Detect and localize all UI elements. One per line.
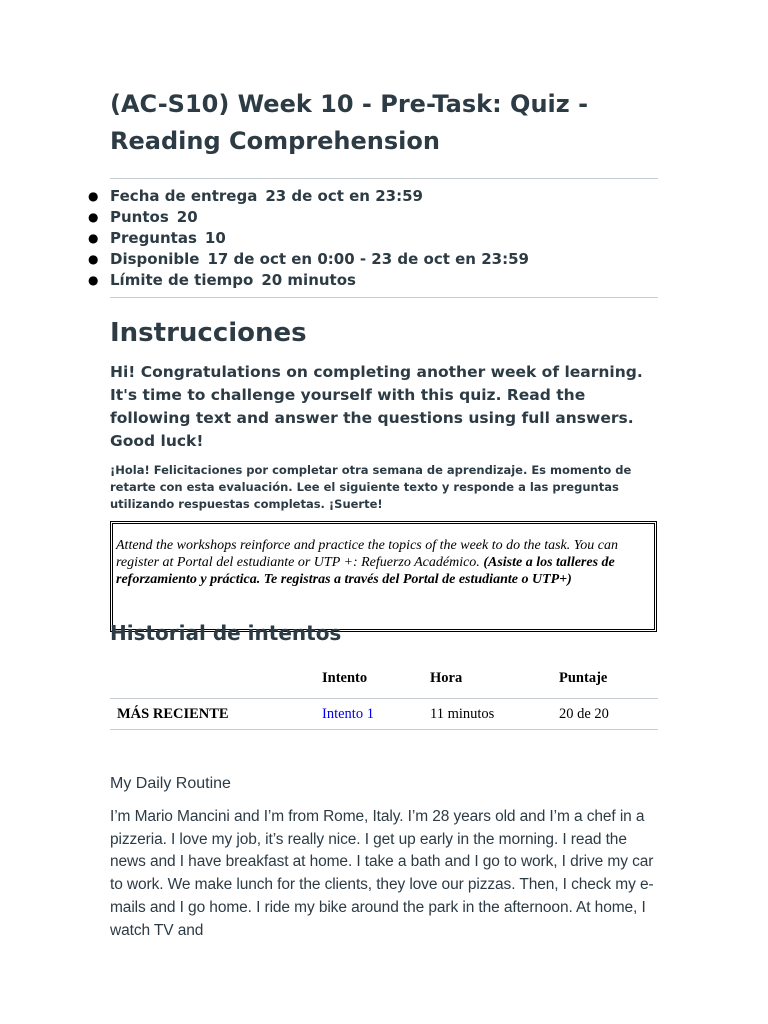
bullet-icon: ● — [88, 231, 99, 245]
detail-points — [88, 207, 529, 228]
bullet-icon: ● — [88, 273, 99, 287]
detail-available — [88, 249, 529, 270]
detail-value: 23 de oct en 23:59 — [265, 187, 423, 205]
instructions-heading: Instrucciones — [110, 318, 307, 348]
detail-label: Límite de tiempo — [110, 271, 254, 289]
attempt-row-label: MÁS RECIENTE — [117, 705, 229, 722]
column-header-attempt: Intento — [322, 669, 368, 686]
detail-label: Puntos — [110, 208, 169, 226]
table-row — [110, 699, 658, 730]
bullet-icon: ● — [88, 252, 99, 266]
workshop-notice-english: Attend the workshops reinforce and practice the topics of the week to do the task. You can register at Portal del estudiante or UTP +: Refuerzo Académico. — [116, 538, 618, 570]
detail-due-date — [88, 186, 529, 207]
quiz-details-list — [88, 186, 529, 291]
detail-value: 17 de oct en 0:00 - 23 de oct en 23:59 — [207, 250, 529, 268]
workshop-notice-box — [110, 521, 657, 632]
divider — [110, 297, 658, 298]
attempt-history-heading: Historial de intentos — [110, 621, 342, 645]
detail-label: Preguntas — [110, 229, 197, 247]
workshop-notice-spanish: (Asiste a los talleres de reforzamiento y práctica. Te registras a través del Portal de estudiante o UTP+) — [116, 555, 615, 587]
detail-value: 10 — [204, 229, 226, 247]
instructions-intro-spanish: ¡Hola! Felicitaciones por completar otra semana de aprendizaje. Es momento de retarte con esta evaluación. Lee el siguiente texto y responde a las preguntas utilizando respuestas completas. ¡Suerte! — [110, 463, 632, 511]
detail-questions — [88, 228, 529, 249]
bullet-icon: ● — [88, 210, 99, 224]
reading-text: I’m Mario Mancini and I’m from Rome, Italy. I’m 28 years old and I’m a chef in a pizzeria. I love my job, it’s really nice. I get up early in the morning. I read the news and I have breakfast at home. I take a bath and I go to work, I drive my car to work. We make lunch for the clients, they love our pizzas. Then, I check my e-mails and I go home. I ride my bike around the park in the afternoon. At home, I watch TV and — [110, 808, 654, 939]
table-header-row — [110, 658, 658, 699]
bullet-icon: ● — [88, 189, 99, 203]
detail-value: 20 — [176, 208, 198, 226]
column-header — [110, 658, 322, 699]
attempt-link[interactable]: Intento 1 — [322, 705, 374, 722]
column-header-score: Puntaje — [559, 669, 608, 686]
attempt-history-table — [110, 658, 658, 730]
detail-label: Disponible — [110, 250, 200, 268]
detail-time-limit — [88, 270, 529, 291]
detail-value: 20 minutos — [261, 271, 356, 289]
instructions-intro-english: Hi! Congratulations on completing another week of learning. It's time to challenge yourself with this quiz. Read the following text and answer the questions using full answers. Good luck! — [110, 363, 643, 450]
divider — [110, 178, 658, 179]
attempt-score: 20 de 20 — [559, 705, 609, 722]
attempt-time: 11 minutos — [430, 705, 495, 722]
quiz-title: (AC-S10) Week 10 - Pre-Task: Quiz - Reading Comprehension — [110, 90, 589, 155]
reading-title: My Daily Routine — [110, 775, 231, 792]
detail-label: Fecha de entrega — [110, 187, 258, 205]
column-header-time: Hora — [430, 669, 463, 686]
